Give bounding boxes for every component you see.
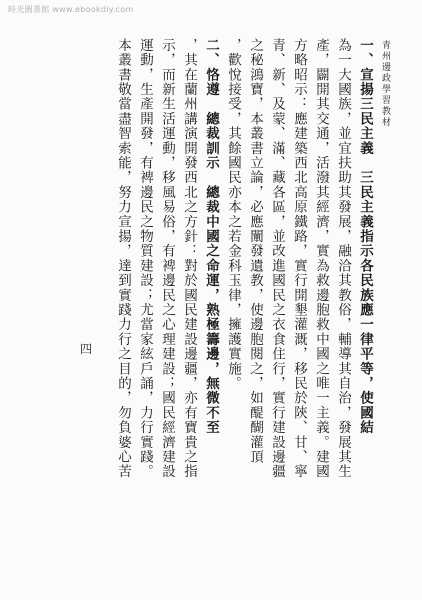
text-column: 二、恪遵 總裁訓示 總裁中國之命運，熟極籌邊，無微不至 (203, 38, 219, 435)
text-column: 產，闢開其交通，活潑其經濟，實為救邊胞救中國之唯一主義。建國 (313, 38, 329, 479)
text-column: 示，而新生活運動，移風易俗，有裨邊民之心理建設；國民經濟建設 (159, 38, 175, 479)
running-header: 青州邊政學習教材 (380, 40, 390, 128)
text-column: 本叢書敬當盡智索能，努力宣揚，達到實踐力行之目的，勿負婆心苦 (115, 38, 131, 479)
body-text (60, 38, 376, 574)
text-column: 之秘鴻寶，本叢書立論，必應闡發遺教，使邊胞閱之，如醍醐灌頂 (247, 38, 263, 465)
text-column: 為一大國族，並宜扶助其發展，融洽其教俗，輔導其自治，發展其生 (335, 38, 351, 479)
text-column: ，歡悅接受，其餘國民亦本之若金科玉律，擁護實施。 (225, 38, 241, 391)
text-column: 運動，生產開發，有裨邊民之物質建設；尤當家絃戶誦，力行實踐。 (137, 38, 153, 479)
watermark: 時光圖書館 www.ebookdiy.com (8, 5, 134, 14)
text-column: 方略昭示：應建築西北高原鐵路，實行開墾灌溉，移民於陝、甘、寧 (291, 38, 307, 479)
page-number: 四 (80, 342, 93, 356)
text-column: 青、新、及蒙、滿、藏各區，並改進國民之衣食住行，實行建設邊疆 (269, 38, 285, 479)
text-column: 一、宣揚三民主義 三民主義指示各民族應一律平等，使國結 (357, 38, 373, 435)
text-column: ，其在蘭州講演開發西北之方針：對於國民建設邊疆，亦有寶貴之指 (181, 38, 197, 479)
